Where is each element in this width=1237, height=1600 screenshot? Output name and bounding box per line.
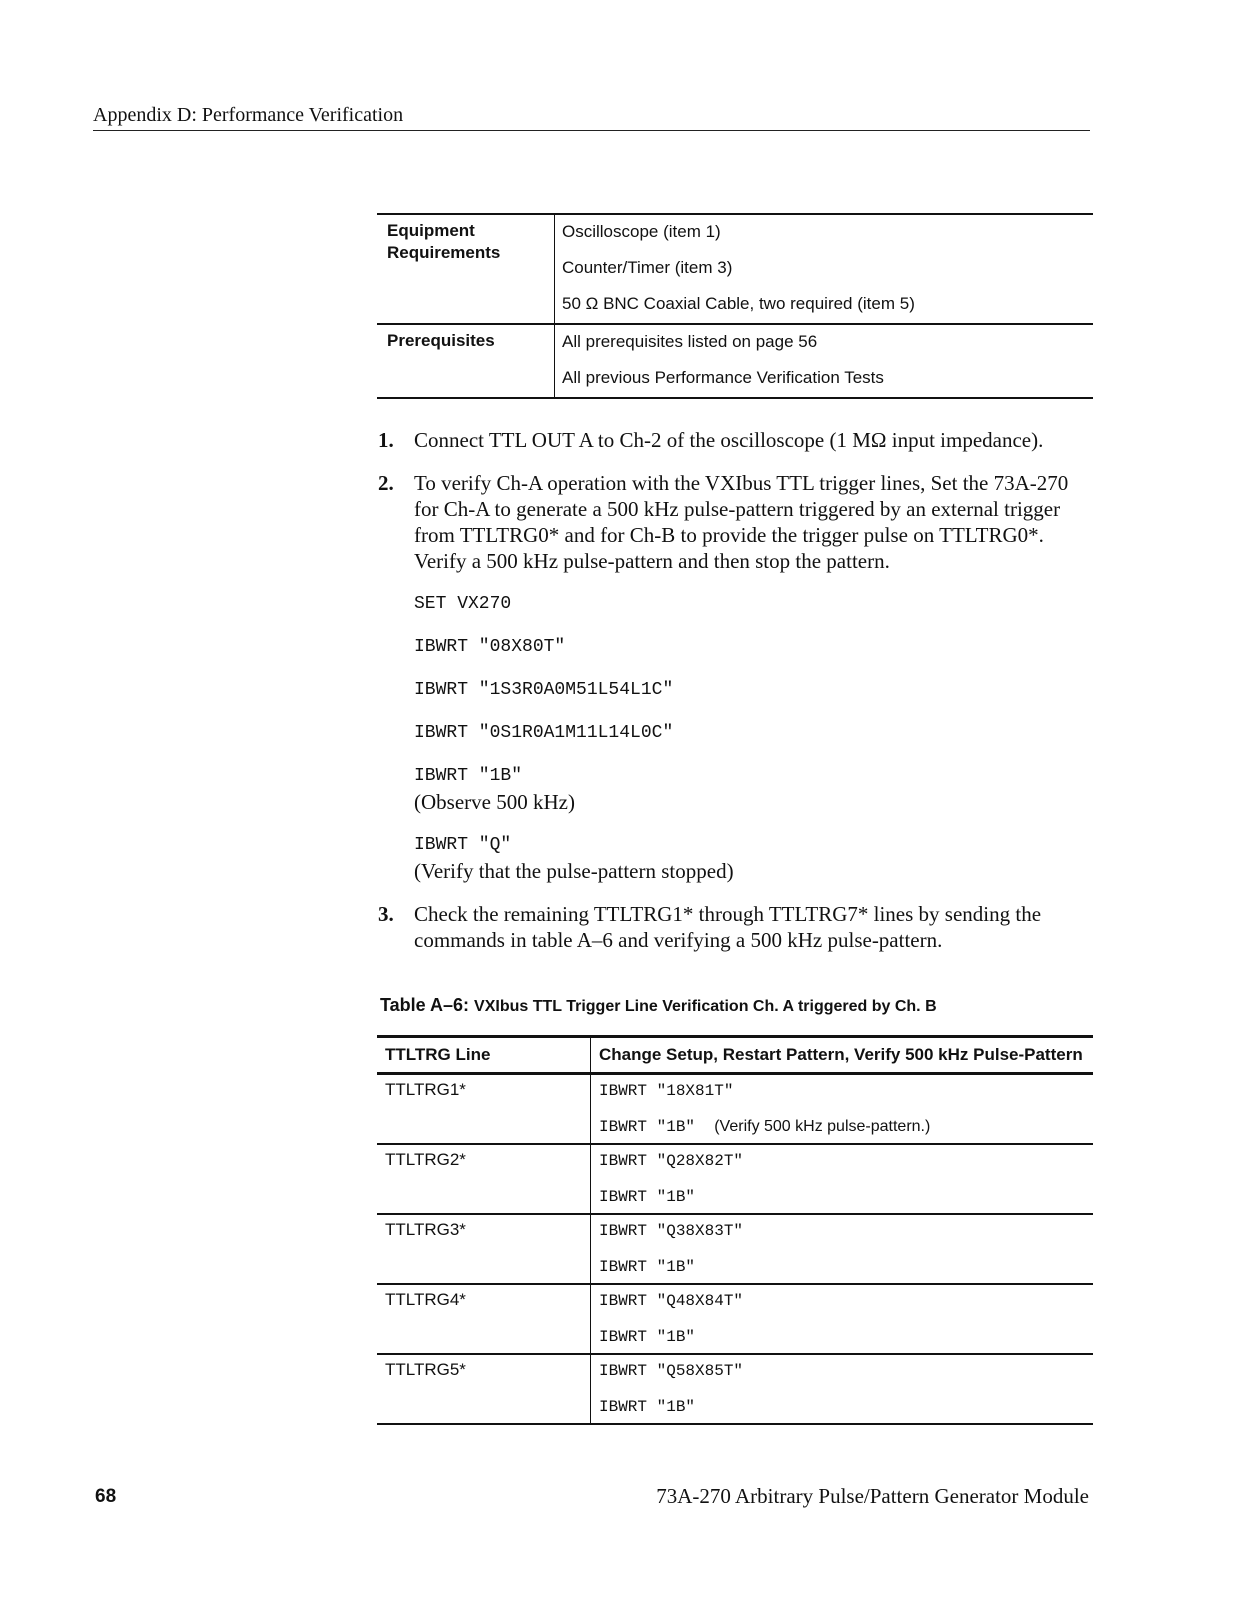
trigger-line-cell: TTLTRG5* (377, 1355, 591, 1423)
command-cell: IBWRT "Q58X85T" (599, 1362, 744, 1380)
step-3 (378, 901, 1098, 953)
requirements-table (377, 213, 1093, 399)
table-row (377, 1353, 1093, 1423)
step-2 (378, 470, 1098, 884)
trigger-line-cell: TTLTRG1* (377, 1075, 591, 1143)
table-row (377, 1075, 1093, 1143)
table-caption-title: VXIbus TTL Trigger Line Verification Ch. A triggered by Ch. B (474, 998, 937, 1015)
table-header-row (377, 1038, 1093, 1075)
command-cell: IBWRT "1B" (599, 1188, 696, 1206)
command-cell: IBWRT "18X81T" (599, 1082, 734, 1100)
command-line: IBWRT "1B" (414, 766, 523, 786)
step-text: Connect TTL OUT A to Ch-2 of the oscilloscope (1 MΩ input impedance). (414, 428, 1044, 452)
command-cell: IBWRT "1B" (599, 1258, 696, 1276)
trigger-line-cell: TTLTRG3* (377, 1215, 591, 1283)
step-text: Check the remaining TTLTRG1* through TTLTRG7* lines by sending the commands in table A–6 and verifying a 500 kHz pulse-pattern. (414, 902, 1042, 952)
table-row (377, 1143, 1093, 1213)
requirements-row-prerequisites (377, 323, 1093, 397)
page-number: 68 (95, 1486, 117, 1507)
requirements-label: Prerequisites (377, 325, 555, 397)
command-line: IBWRT "08X80T" (414, 637, 566, 657)
command-note: (Verify that the pulse-pattern stopped) (414, 859, 734, 883)
ttltrg-table (377, 1035, 1093, 1425)
trigger-line-cell: TTLTRG2* (377, 1145, 591, 1213)
command-text: IBWRT "1B" (599, 1118, 696, 1136)
command-line: IBWRT "0S1R0A1M11L14L0C" (414, 723, 674, 743)
table-caption (380, 993, 1092, 1019)
requirements-items (555, 325, 1093, 397)
column-header-line: TTLTRG Line (377, 1038, 591, 1072)
command-line: IBWRT "1S3R0A0M51L54L1C" (414, 680, 674, 700)
command-cell (599, 1111, 1093, 1143)
requirement-item: Counter/Timer (item 3) (562, 258, 733, 277)
procedure-steps (378, 427, 1098, 970)
document-title: 73A-270 Arbitrary Pulse/Pattern Generator Module (656, 1484, 1089, 1508)
requirement-item: Oscilloscope (item 1) (562, 222, 721, 241)
trigger-line-cell: TTLTRG4* (377, 1285, 591, 1353)
requirement-item: All prerequisites listed on page 56 (562, 332, 818, 351)
requirement-item: All previous Performance Verification Tests (562, 368, 884, 387)
command-note: (Observe 500 kHz) (414, 790, 575, 814)
step-1 (378, 427, 1098, 453)
requirement-item: 50 Ω BNC Coaxial Cable, two required (item 5) (562, 294, 915, 313)
command-cell: IBWRT "1B" (599, 1398, 696, 1416)
command-note: (Verify 500 kHz pulse-pattern.) (714, 1118, 931, 1135)
table-caption-label: Table A–6: (380, 995, 470, 1015)
table-row (377, 1213, 1093, 1283)
requirements-items (555, 215, 1093, 323)
command-line: SET VX270 (414, 594, 512, 614)
step-text: To verify Ch-A operation with the VXIbus TTL trigger lines, Set the 73A-270 for Ch-A to generate a 500 kHz pulse-pattern triggered by an external trigger from TTLTRG0* and for Ch-B to provide the trigger pulse on TTLTRG0*. Verify a 500 kHz pulse-pattern and then stop the pattern. (414, 471, 1069, 573)
step-number: 2. (378, 471, 394, 495)
table-row (377, 1283, 1093, 1353)
command-cell: IBWRT "1B" (599, 1328, 696, 1346)
command-cell: IBWRT "Q28X82T" (599, 1152, 744, 1170)
command-line: IBWRT "Q" (414, 835, 512, 855)
command-cell: IBWRT "Q48X84T" (599, 1292, 744, 1310)
command-cell: IBWRT "Q38X83T" (599, 1222, 744, 1240)
step-number: 3. (378, 902, 394, 926)
requirements-label: Equipment Requirements (377, 215, 555, 323)
running-header: Appendix D: Performance Verification (93, 103, 1090, 131)
requirements-row-equipment (377, 215, 1093, 323)
column-header-commands: Change Setup, Restart Pattern, Verify 500 kHz Pulse-Pattern (599, 1045, 1083, 1064)
step-number: 1. (378, 428, 394, 452)
